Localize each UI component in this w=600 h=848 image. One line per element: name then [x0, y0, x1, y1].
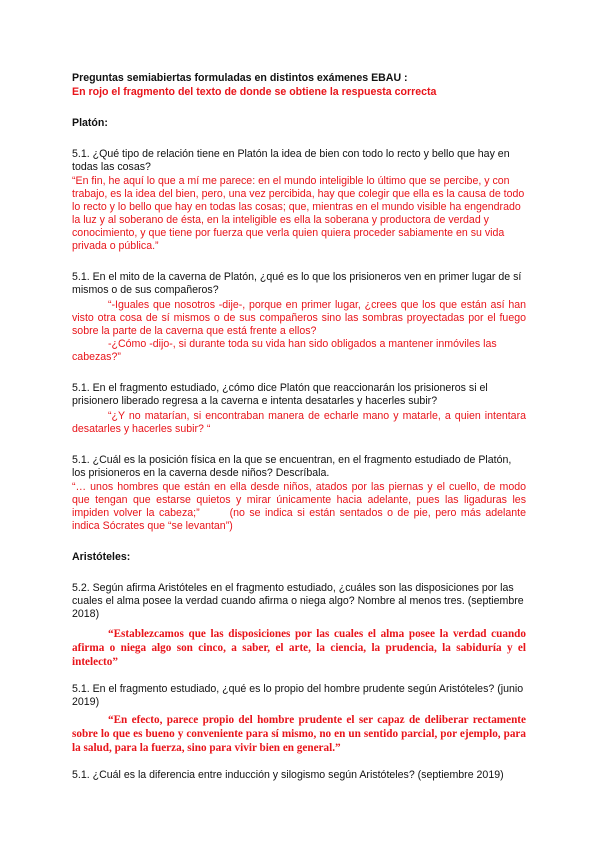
- answer-text: “En fin, he aquí lo que a mí me parece: en el mundo inteligible lo último que se percibe, y con trabajo, es la idea del bien, pero, una vez percibida, hay que colegir que ella es la causa de todo lo recto y lo bello que hay en todas las cosas; que, mientras en el mundo visible ha engendrado la luz y al soberano de ésta, en la inteligible es ella la soberana y productora de verdad y conocimiento, y que tiene por fuerza que verla quien quiera proceder sabiamente en su vida privada o pública.”: [72, 175, 525, 252]
- document-page: [72, 72, 526, 782]
- answer-text: “¿Y no matarían, si encontraban manera de echarle mano y matarle, a quien intentara desatarles y hacerles subir? “: [72, 410, 526, 435]
- document-title: Preguntas semiabiertas formuladas en distintos exámenes EBAU :: [72, 72, 408, 84]
- answer-quote: “… unos hombres que están en ella desde niños, atados por las piernas y el cuello, de modo que tengan que estarse quietos y mirar únicamente hacia adelante, pues las ligaduras les impiden volver la cabeza;”: [72, 481, 526, 519]
- question-text: 5.2. Según afirma Aristóteles en el fragmento estudiado, ¿cuáles son las disposiciones por las cuales el alma posee la verdad cuando afirma o niega algo? Nombre al menos tres. (septiembre 2018): [72, 582, 524, 620]
- answer-text: “-Iguales que nosotros -dije-, porque en primer lugar, ¿crees que los que están así han visto otra cosa de sí mismos o de sus compañeros sino las sombras proyectadas por el fuego sobre la parte de la caverna que está frente a ellos?: [72, 299, 526, 337]
- question-text: 5.1. ¿Cuál es la diferencia entre inducción y silogismo según Aristóteles? (septiembre 2019): [72, 769, 504, 781]
- section-heading-aristoteles: Aristóteles:: [72, 551, 131, 563]
- question-text: 5.1. En el fragmento estudiado, ¿qué es lo propio del hombre prudente según Aristóteles? (junio 2019): [72, 683, 524, 708]
- answer-text: “En efecto, parece propio del hombre prudente el ser capaz de deliberar rectamente sobre lo que es bueno y conveniente para sí mismo, no en un sentido parcial, por ejemplo, para la salud, para la fuerza, sino para vivir bien en general.”: [72, 714, 526, 754]
- answer-text: [72, 481, 526, 533]
- question-text: 5.1. ¿Qué tipo de relación tiene en Platón la idea de bien con todo lo recto y bello que hay en todas las cosas?: [72, 148, 510, 173]
- section-heading-platon: Platón:: [72, 117, 108, 129]
- answer-note: (no se indica si están sentados o de pie, pero más adelante indica Sócrates que “se levantan”): [72, 507, 526, 532]
- question-text: 5.1. En el fragmento estudiado, ¿cómo dice Platón que reaccionarán los prisioneros si el prisionero liberado regresa a la caverna e intenta desatarles y hacerles subir?: [72, 382, 488, 407]
- answer-text-continuation: -¿Cómo -dijo-, si durante toda su vida han sido obligados a mantener inmóviles las cabezas?”: [72, 338, 497, 363]
- document-subtitle: En rojo el fragmento del texto de donde se obtiene la respuesta correcta: [72, 86, 437, 98]
- answer-text: “Establezcamos que las disposiciones por las cuales el alma posee la verdad cuando afirma o niega algo son cinco, a saber, el arte, la ciencia, la prudencia, la sabiduría y el intelecto”: [72, 628, 526, 668]
- question-text: 5.1. ¿Cuál es la posición física en la que se encuentran, en el fragmento estudiado de Platón, los prisioneros en la caverna desde niños? Descríbala.: [72, 454, 512, 479]
- question-text: 5.1. En el mito de la caverna de Platón, ¿qué es lo que los prisioneros ven en primer lugar de sí mismos o de sus compañeros?: [72, 271, 522, 296]
